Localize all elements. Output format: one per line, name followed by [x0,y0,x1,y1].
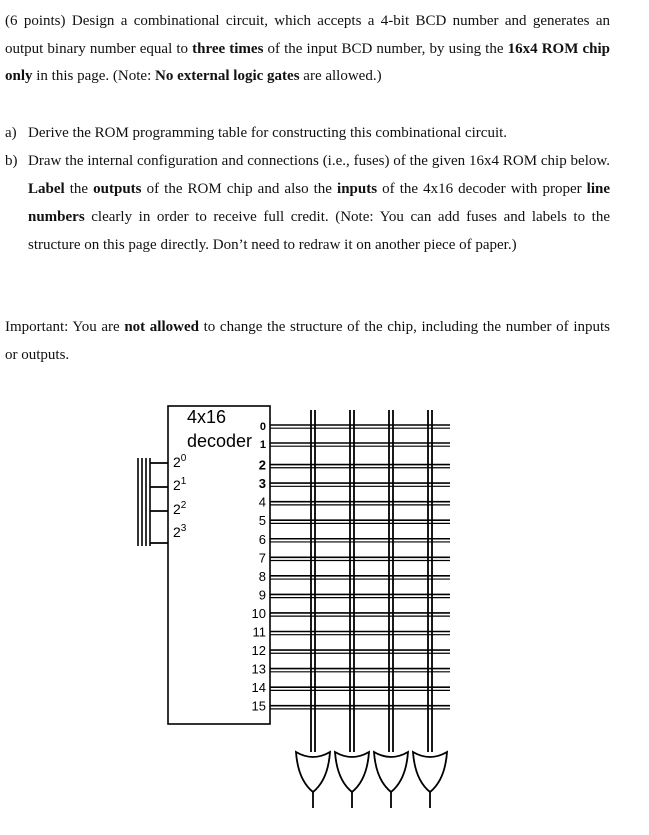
or-gate [374,752,408,808]
decoder-input-label: $2^3$ [173,523,187,540]
decoder-output-label: 3 [258,476,266,492]
decoder-output-label: 10 [251,605,266,621]
decoder-output-label: 6 [258,531,266,547]
important-note: Important: You are not allowed to change the structure of the chip, including the number of inputs or outputs. [5,319,610,363]
part-a-marker: a) [5,125,17,141]
decoder-output-lines [270,425,450,709]
decoder-output-label: 9 [258,587,266,603]
part-b-text: Draw the internal configuration and connections (i.e., fuses) of the given 16x4 ROM chip below. Label the outputs of the ROM chip and also the inputs of the 4x16 decoder with proper line numbers clearly in order to receive full credit. (Note: You can add fuses and labels to the structure on this page directly. Don’t need to redraw it on another piece of paper.) [28,153,611,253]
or-input-columns [311,410,432,752]
part-b-marker: b) [5,153,18,169]
question-intro: (6 points) Design a combinational circuit, which accepts a 4-bit BCD number and generates an output binary number equal to three times of the input BCD number, by using the 16x4 ROM chip only in this page. (Note: No external logic gates are allowed.) [5,13,610,84]
decoder-output-label: 12 [251,643,266,659]
or-gate [296,752,330,808]
or-gate-body [296,752,330,792]
or-gate [413,752,447,808]
decoder-output-label: 1 [259,439,266,451]
decoder-output-label: 13 [251,661,266,677]
part-a [5,119,610,147]
decoder-output-label: 14 [251,680,266,696]
decoder-output-label: 4 [258,494,266,510]
decoder-output-label: 11 [252,624,266,640]
decoder-output-label: 8 [258,568,266,584]
part-b [5,147,610,259]
or-gates [296,752,447,808]
rom-diagram [0,390,649,835]
decoder-output-label: 5 [258,513,266,529]
decoder-output-label: 0 [259,421,266,433]
or-gate-body [413,752,447,792]
decoder-title-line2: decoder [187,431,253,451]
decoder-input-label: $2^0$ [173,453,187,470]
decoder-output-label: 2 [258,457,266,473]
part-a-text: Derive the ROM programming table for constructing this combinational circuit. [28,125,508,141]
decoder-input-label: $2^1$ [173,476,187,493]
or-gate-body [335,752,369,792]
decoder-input-label: $2^2$ [173,500,187,517]
decoder-title-line1: 4x16 [187,407,227,427]
or-gate-body [374,752,408,792]
or-gate [335,752,369,808]
decoder-output-label: 7 [258,550,266,566]
decoder-output-label: 15 [251,698,266,714]
